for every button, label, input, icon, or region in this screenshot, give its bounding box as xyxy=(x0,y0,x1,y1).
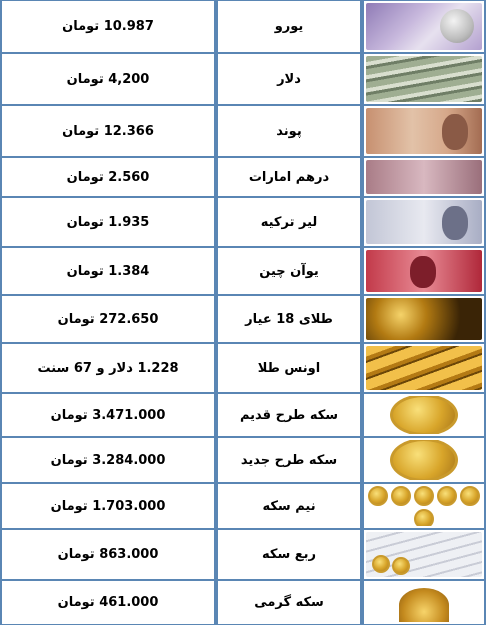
item-name: سکه گرمی xyxy=(216,580,362,625)
table-row xyxy=(0,295,486,343)
item-name: لیر ترکیه xyxy=(216,197,362,247)
euro-notes-image xyxy=(366,3,482,50)
item-name: یورو xyxy=(216,0,362,53)
table-row xyxy=(0,529,486,580)
yuan-note-image xyxy=(366,250,482,292)
item-name: دلار xyxy=(216,53,362,105)
price-value: 863.000 تومان xyxy=(0,529,216,580)
price-value: 1.703.000 تومان xyxy=(0,483,216,529)
old-coin-image xyxy=(366,396,482,434)
table-row xyxy=(0,580,486,625)
item-name: سکه طرح قدیم xyxy=(216,393,362,437)
price-value: 1.228 دلار و 67 سنت xyxy=(0,343,216,393)
table-row xyxy=(0,483,486,529)
price-value: 461.000 تومان xyxy=(0,580,216,625)
item-name: پوند xyxy=(216,105,362,157)
item-name: نیم سکه xyxy=(216,483,362,529)
pound-note-image xyxy=(366,108,482,154)
item-name: طلای 18 عیار xyxy=(216,295,362,343)
new-coin-image xyxy=(366,440,482,480)
item-name: اونس طلا xyxy=(216,343,362,393)
price-value: 1.384 تومان xyxy=(0,247,216,295)
dollar-notes-image xyxy=(366,56,482,102)
price-value: 1.935 تومان xyxy=(0,197,216,247)
price-value: 272.650 تومان xyxy=(0,295,216,343)
table-row xyxy=(0,0,486,53)
price-value: 12.366 تومان xyxy=(0,105,216,157)
gold-jewelry-image xyxy=(366,298,482,340)
item-name: سکه طرح جدید xyxy=(216,437,362,483)
half-coins-image xyxy=(366,486,482,526)
gram-coins-image xyxy=(366,583,482,622)
price-value: 3.471.000 تومان xyxy=(0,393,216,437)
table-row xyxy=(0,247,486,295)
table-row xyxy=(0,157,486,197)
price-value: 10.987 تومان xyxy=(0,0,216,53)
item-name: یوآن چین xyxy=(216,247,362,295)
table-row xyxy=(0,197,486,247)
table-row xyxy=(0,393,486,437)
table-row xyxy=(0,53,486,105)
table-row xyxy=(0,437,486,483)
item-name: ربع سکه xyxy=(216,529,362,580)
table-row xyxy=(0,343,486,393)
item-name: درهم امارات xyxy=(216,157,362,197)
price-value: 4,200 تومان xyxy=(0,53,216,105)
price-value: 2.560 تومان xyxy=(0,157,216,197)
quarter-coins-image xyxy=(366,532,482,577)
lira-note-image xyxy=(366,200,482,244)
table-row xyxy=(0,105,486,157)
price-value: 3.284.000 تومان xyxy=(0,437,216,483)
dirham-note-image xyxy=(366,160,482,194)
gold-bars-image xyxy=(366,346,482,390)
